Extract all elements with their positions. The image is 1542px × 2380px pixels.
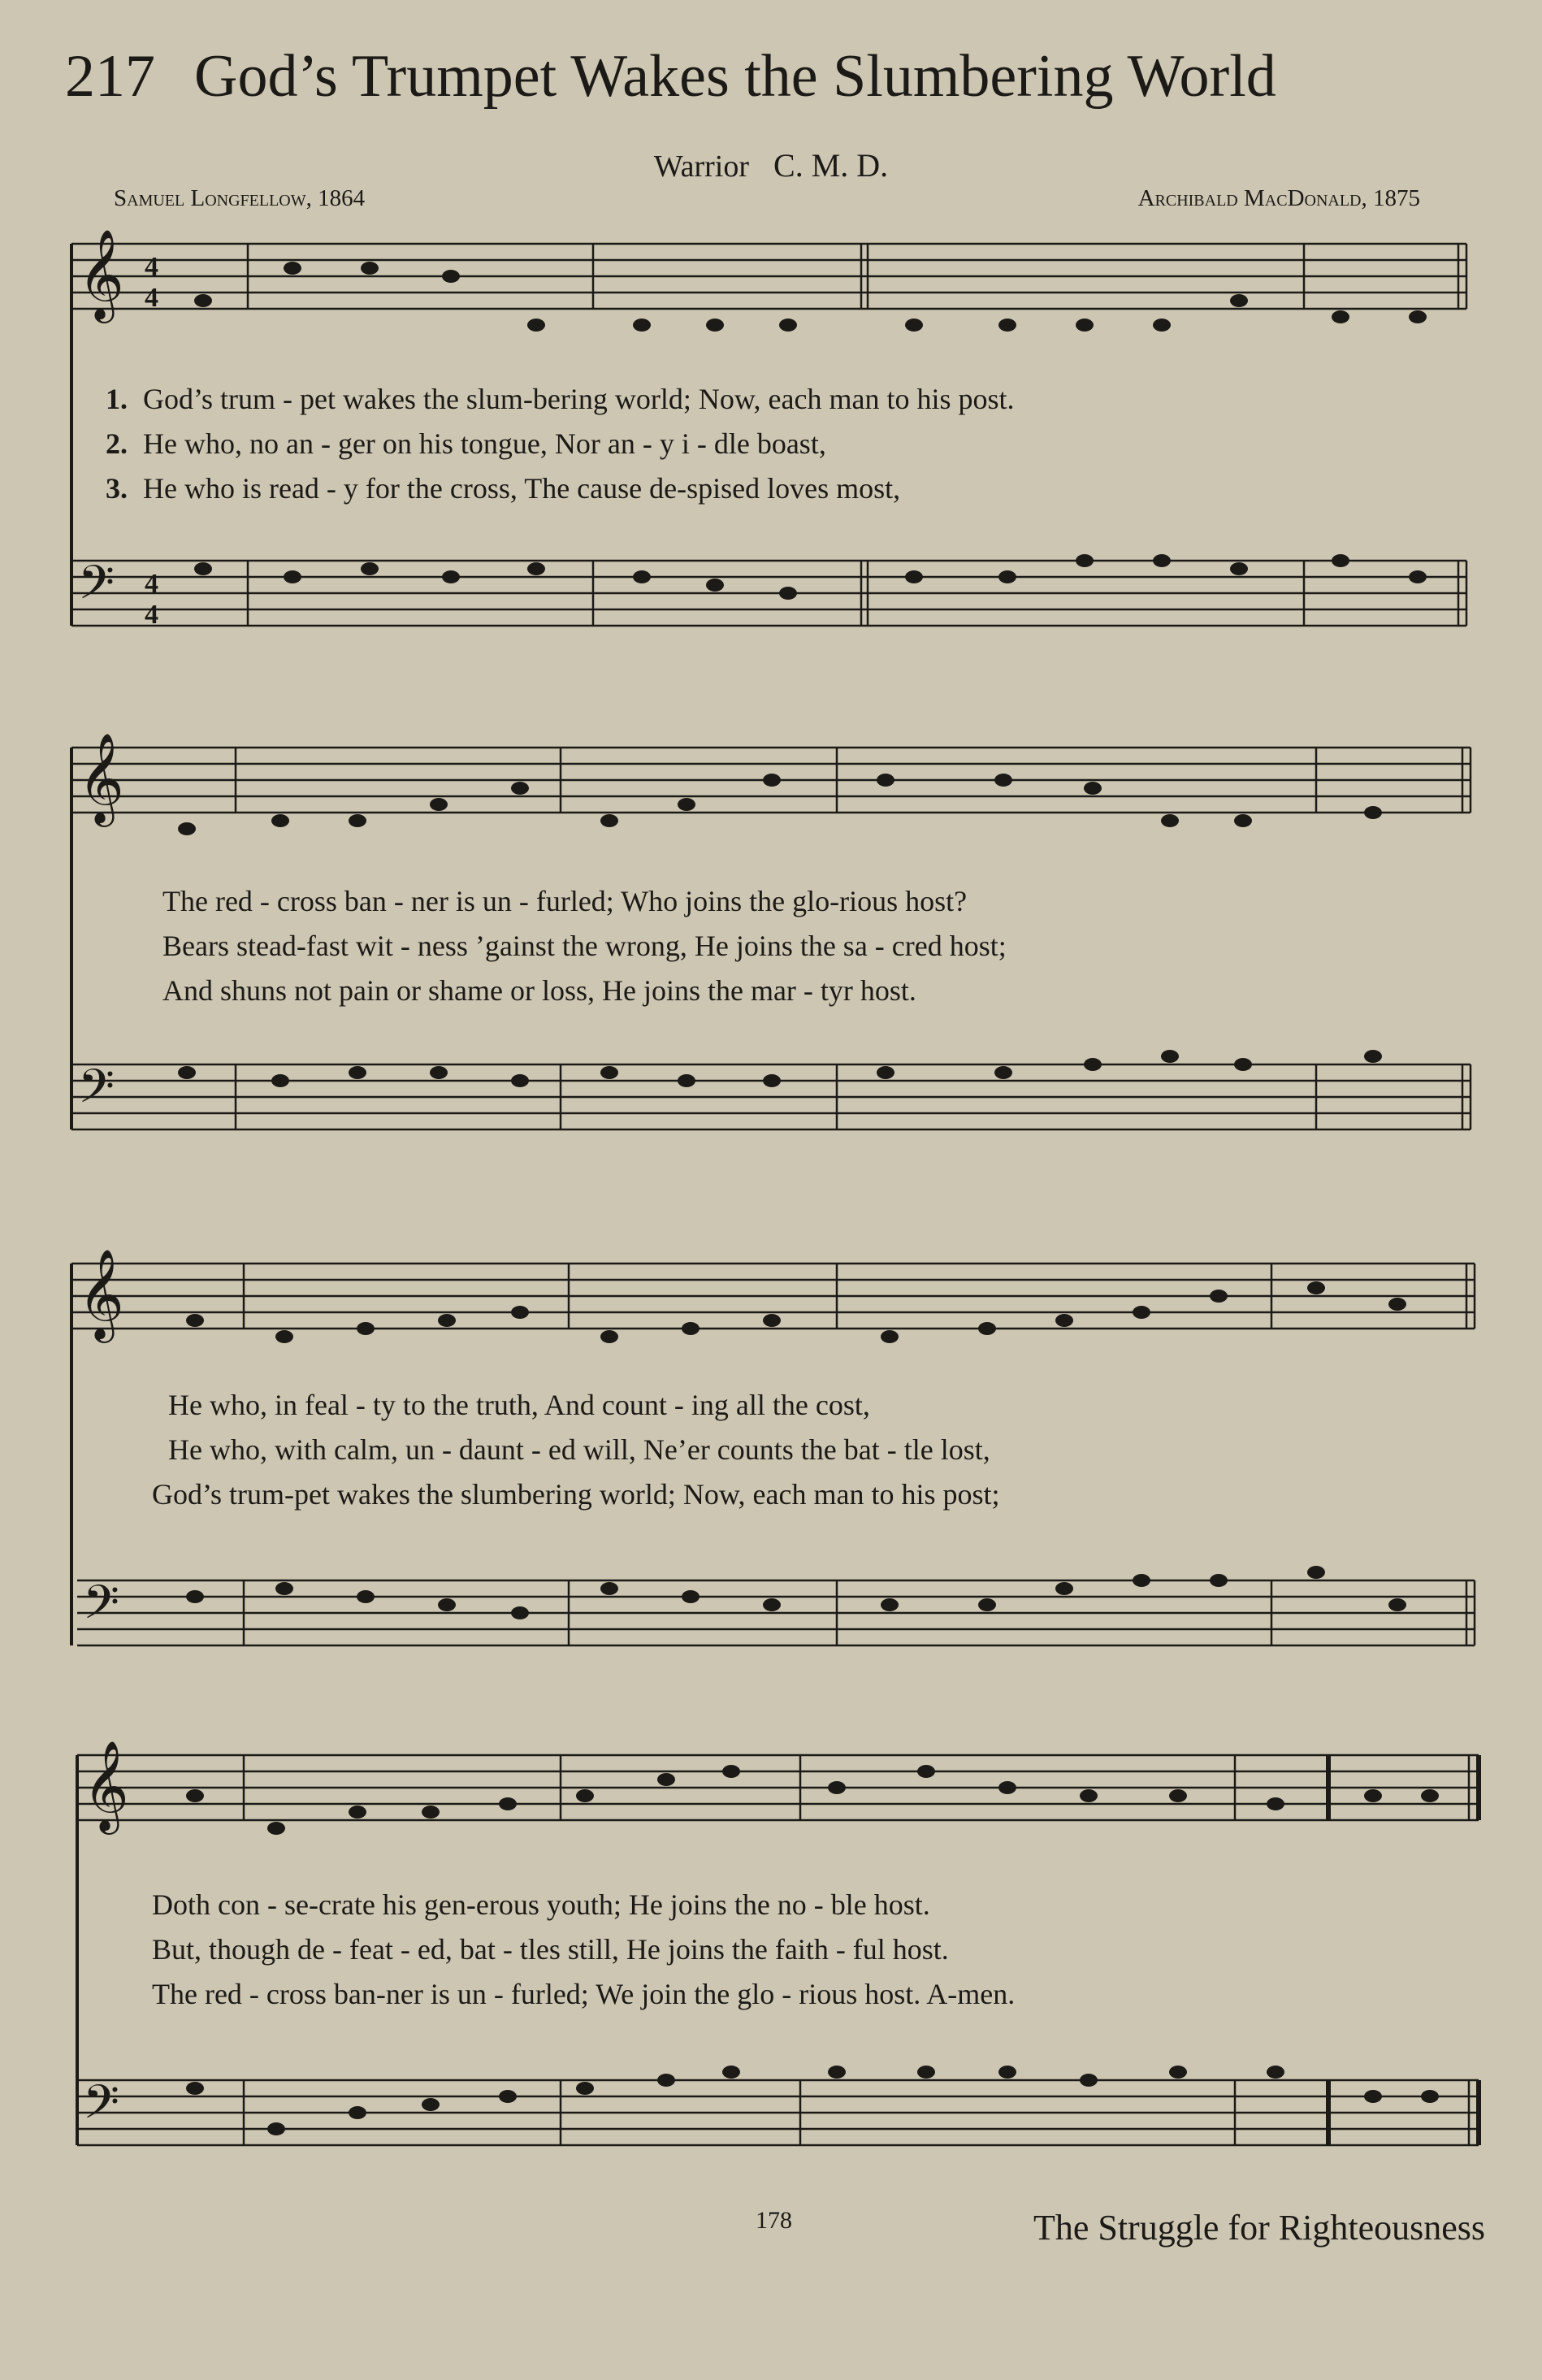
- svg-text:𝄢: 𝄢: [78, 1059, 115, 1125]
- tune-line: [0, 146, 1542, 184]
- lyric-line: 3. He who is read - y for the cross, The cause de-spised loves most,: [106, 472, 901, 505]
- lyric-line: He who, in feal - ty to the truth, And count - ing all the cost,: [168, 1389, 870, 1421]
- svg-text:4: 4: [145, 252, 158, 282]
- svg-text:𝄢: 𝄢: [78, 555, 115, 622]
- author-credit: Samuel Longfellow, 1864: [114, 185, 366, 211]
- bass-staff: [71, 561, 1466, 626]
- tune-name: Warrior: [653, 150, 750, 184]
- svg-text:𝄞: 𝄞: [78, 228, 124, 319]
- lyric-line: Doth con - se-crate his gen-erous youth; He joins the no - ble host.: [152, 1888, 930, 1921]
- meter: C. M. D.: [773, 147, 889, 184]
- lyric-line: 2. He who, no an - ger on his tongue, Nor an - y i - dle boast,: [106, 427, 826, 460]
- section-title: The Struggle for Righteousness: [1033, 2208, 1485, 2248]
- svg-text:4: 4: [145, 569, 158, 599]
- lyric-line: And shuns not pain or shame or loss, He joins the mar - tyr host.: [162, 974, 916, 1007]
- music-system-4: [0, 1739, 1542, 2194]
- hymn-title-line: [65, 42, 1446, 111]
- svg-text:𝄞: 𝄞: [78, 1248, 124, 1339]
- hymn-title: God’s Trumpet Wakes the Slumbering World: [194, 43, 1276, 110]
- lyric-line: But, though de - feat - ed, bat - tles still, He joins the faith - ful host.: [152, 1933, 949, 1966]
- composer-credit: Archibald MacDonald, 1875: [1137, 185, 1420, 211]
- lyric-line: The red - cross ban - ner is un - furled; Who joins the glo-rious host?: [162, 885, 968, 917]
- svg-text:4: 4: [145, 600, 158, 630]
- lyric-line: He who, with calm, un - daunt - ed will, Ne’er counts the bat - tle lost,: [168, 1433, 990, 1466]
- lyric-line: The red - cross ban-ner is un - furled; We join the glo - rious host. A-men.: [152, 1978, 1016, 2010]
- page-number: 178: [756, 2207, 792, 2234]
- lyric-line: 1. God’s trum - pet wakes the slum-bering world; Now, each man to his post.: [106, 383, 1015, 415]
- svg-text:4: 4: [145, 283, 158, 313]
- treble-notes: [194, 262, 1427, 332]
- lyric-line: Bears stead-fast wit - ness ’gainst the wrong, He joins the sa - cred host;: [162, 930, 1007, 962]
- svg-text:𝄢: 𝄢: [83, 2074, 120, 2141]
- treble-staff: [71, 244, 1466, 309]
- svg-text:𝄞: 𝄞: [83, 1740, 129, 1831]
- hymn-number: 217: [65, 43, 155, 110]
- svg-text:𝄢: 𝄢: [83, 1575, 120, 1641]
- lyric-line: God’s trum-pet wakes the slumbering world; Now, each man to his post;: [152, 1478, 1000, 1511]
- svg-text:𝄞: 𝄞: [78, 732, 124, 823]
